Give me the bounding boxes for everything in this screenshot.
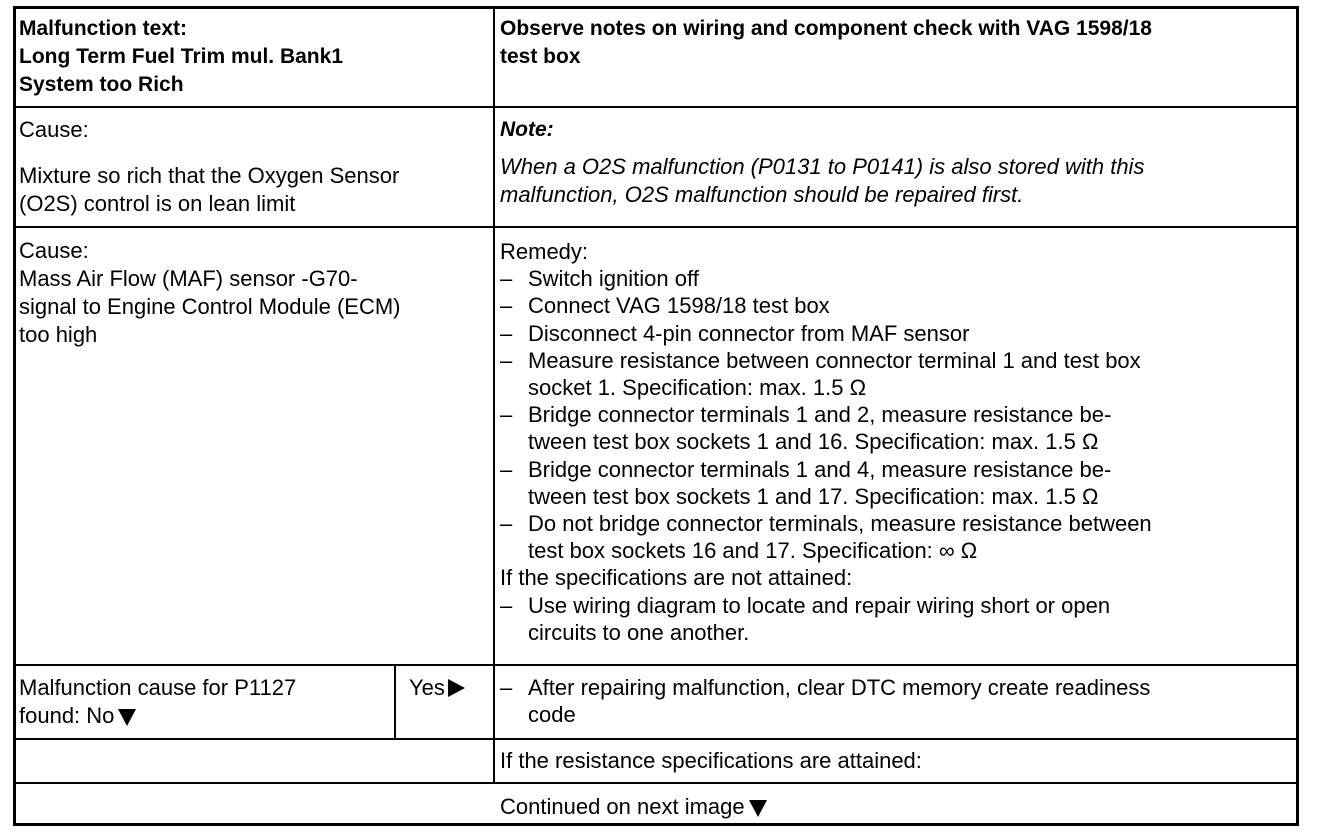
- list-item: – Bridge connector terminals 1 and 2, measure resistance be- tween test box sockets 1 and 16. Specification: max. 1.5 Ω: [500, 402, 1112, 455]
- list-item: – Do not bridge connector terminals, measure resistance between test box sockets 16 and 17. Specification: ∞ Ω: [500, 511, 1152, 564]
- cause-text-maf: Cause: Mass Air Flow (MAF) sensor -G70- signal to Engine Control Module (ECM) too high: [19, 238, 401, 347]
- yes-branch: Yes: [409, 674, 465, 702]
- list-item: – Switch ignition off: [500, 266, 699, 292]
- remedy-list: [500, 238, 1152, 646]
- list-item: – After repairing malfunction, clear DTC memory create readiness code: [500, 675, 1151, 728]
- list-item: – Disconnect 4-pin connector from MAF sensor: [500, 320, 970, 346]
- continued-footer: Continued on next image: [500, 793, 767, 821]
- list-item: – Use wiring diagram to locate and repair wiring short or open circuits to one another.: [500, 592, 1111, 645]
- list-item: – Measure resistance between connector terminal 1 and test box socket 1. Specification: max. 1.5 Ω: [500, 347, 1141, 401]
- malfunction-text-header: Malfunction text: Long Term Fuel Trim mul. Bank1 System too Rich: [19, 17, 343, 96]
- malfunction-question: Malfunction cause for P1127 found: No: [19, 675, 297, 728]
- arrow-right-icon: [448, 679, 465, 697]
- note-label: Note:: [500, 118, 554, 141]
- row-divider: [13, 226, 1299, 228]
- not-attained-text: If the specifications are not attained:: [500, 565, 853, 591]
- row-divider: [13, 738, 1299, 740]
- arrow-down-icon: [118, 709, 136, 726]
- note-text: When a O2S malfunction (P0131 to P0141) is also stored with this malfunction, O2S malfunction should be repaired first.: [500, 154, 1145, 207]
- list-item: – Bridge connector terminals 1 and 4, measure resistance be- tween test box sockets 1 and 17. Specification: max. 1.5 Ω: [500, 456, 1112, 509]
- wiring-notes-header: Observe notes on wiring and component check with VAG 1598/18 test box: [500, 17, 1152, 68]
- row-divider: [13, 664, 1299, 666]
- column-divider: [493, 6, 495, 784]
- yes-action: [500, 674, 1150, 728]
- arrow-down-icon: [749, 800, 767, 817]
- cause-text: Mixture so rich that the Oxygen Sensor (O2S) control is on lean limit: [19, 163, 400, 216]
- cause-label: Cause:: [19, 117, 89, 142]
- column-divider: [394, 664, 396, 739]
- row-divider: [13, 782, 1299, 784]
- row-divider: [13, 106, 1299, 108]
- list-item: – Connect VAG 1598/18 test box: [500, 293, 830, 319]
- resistance-attained-text: If the resistance specifications are attained:: [500, 748, 922, 773]
- remedy-label: Remedy:: [500, 239, 589, 264]
